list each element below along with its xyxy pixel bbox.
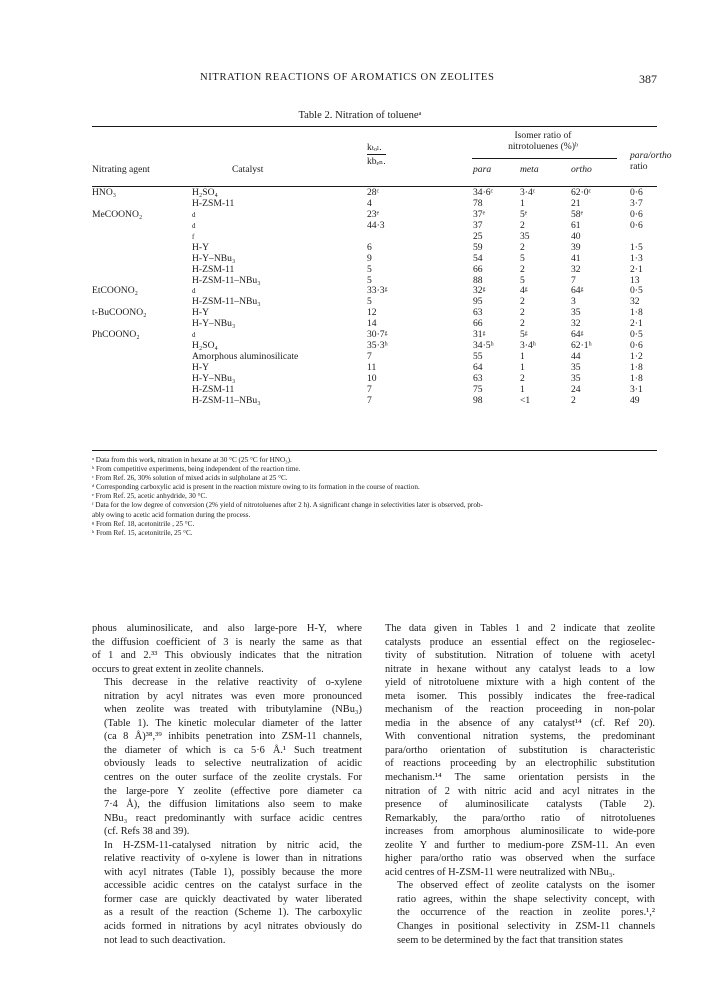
text-line: seem to be determined by the fact that transition states — [397, 934, 623, 946]
para-ortho-ratio-cell: 0·6 — [630, 187, 643, 198]
k-ratio-cell: 23ᵉ — [367, 208, 380, 220]
paragraph — [385, 622, 655, 879]
ortho-percent-cell: 3 — [571, 296, 576, 308]
para-ortho-ratio-cell: 0·6 — [630, 340, 643, 352]
para-ortho-ratio-cell: 2·1 — [630, 263, 643, 275]
footnote: ᶠ Data for the low degree of conversion (2% yield of nitrotoluenes after 2 h). A significant change in selectivities later is observed, prob- — [92, 501, 483, 510]
text-line: In H-ZSM-11-catalysed nitration by nitric acid, the — [104, 839, 362, 851]
meta-percent-cell: <1 — [520, 394, 531, 406]
text-line: mechanism.¹⁴ The same orientation persists in the — [385, 772, 655, 784]
meta-percent-cell: 5 — [520, 274, 525, 286]
catalyst-cell: H-ZSM-11–NBu₃ — [192, 394, 261, 406]
meta-percent-cell: 2 — [520, 307, 525, 319]
meta-percent-cell: 4ᵍ — [520, 285, 528, 297]
k-ratio-cell: 4 — [367, 197, 372, 209]
text-line: presence of aluminosilicate catalysts (Table 2). — [385, 799, 655, 811]
catalyst-cell: H-Y–NBu₃ — [192, 318, 236, 330]
para-percent-cell: 98 — [473, 394, 483, 406]
catalyst-cell: H-Y–NBu₃ — [192, 372, 236, 384]
k-ratio-cell: 9 — [367, 252, 372, 264]
k-ratio-cell: 11 — [367, 362, 377, 373]
meta-percent-cell: 35 — [520, 230, 530, 242]
meta-percent-cell: 1 — [520, 351, 525, 363]
catalyst-cell: H-ZSM-11 — [192, 263, 235, 275]
paragraph — [92, 622, 362, 676]
para-ortho-ratio-cell: 0·6 — [630, 208, 643, 220]
text-line: yield of nitrotoluene mixture with a high content of the — [385, 677, 655, 689]
para-heading: para — [473, 164, 492, 175]
page-number: 387 — [639, 72, 657, 86]
ortho-percent-cell: 35 — [571, 372, 581, 384]
k-ratio-cell: 44·3 — [367, 219, 385, 231]
para-ortho-ratio-cell: 1·8 — [630, 362, 643, 373]
ortho-percent-cell: 35 — [571, 307, 581, 319]
table-row — [92, 243, 657, 254]
text-line: higher para/ortho ratio was observed when the surface — [385, 853, 655, 865]
ortho-percent-cell: 24 — [571, 383, 581, 395]
text-line: media in the absence of any catalyst¹⁴ (cf. Ref 20). — [385, 717, 655, 729]
table-body — [92, 188, 657, 407]
catalyst-cell: d — [192, 210, 196, 219]
ortho-percent-cell: 32 — [571, 318, 581, 330]
catalyst-heading: Catalyst — [232, 164, 264, 175]
text-line: centres on the outer surface of the zeolite crystals. For — [104, 772, 362, 784]
page-header — [92, 72, 657, 88]
text-line: phous aluminosilicate, and also large-pore H-Y, where — [92, 623, 362, 634]
text-line: with acyl nitrates (Table 1), possibly because the more — [104, 866, 362, 878]
para-ortho-ratio-cell: 1·2 — [630, 351, 643, 363]
ortho-percent-cell: 39 — [571, 241, 581, 253]
para-ortho-ratio-cell: 13 — [630, 274, 640, 286]
text-line: para/ortho orientation of substitution is characteristic — [385, 744, 655, 756]
text-line: mechanism of the reaction proceeding in non-polar — [385, 704, 655, 716]
table-row — [92, 396, 657, 407]
catalyst-cell: H-Y — [192, 362, 210, 373]
paragraph — [92, 676, 362, 839]
k-ratio-cell: 5 — [367, 296, 372, 308]
text-line: tivity of substitution. Nitration of toluene with acetyl — [385, 650, 655, 662]
text-line: relative reactivity of o-xylene is lower than in nitrations — [104, 853, 362, 865]
k-ratio-cell: 5 — [367, 263, 372, 275]
paragraph — [92, 839, 362, 947]
text-line: acid centres of H-ZSM-11 were neutralized with NBu₃. — [385, 866, 616, 878]
text-line: of reactions proceeding by an electrophilic substitution — [385, 758, 655, 770]
text-line: (ca 8 Å)³⁸,³⁹ inhibits penetration into ZSM-11 channels, — [104, 731, 362, 743]
rate-ratio-numerator: kₜₒₗ. — [367, 142, 382, 153]
para-ortho-ratio-cell: 1·8 — [630, 372, 643, 384]
footnote: ᶜ From Ref. 26, 30% solution of mixed acids in sulpholane at 25 °C. — [92, 474, 288, 483]
footnote: ᵈ Corresponding carboxylic acid is present in the reaction mixture owing to its formation in the course of reaction. — [92, 483, 420, 492]
meta-percent-cell: 2 — [520, 318, 525, 330]
catalyst-cell: H-Y — [192, 241, 210, 253]
k-ratio-cell: 7 — [367, 383, 372, 395]
k-ratio-cell: 14 — [367, 318, 377, 330]
ortho-percent-cell: 35 — [571, 362, 581, 373]
k-ratio-cell: 7 — [367, 394, 372, 406]
para-percent-cell: 31ᵍ — [473, 329, 486, 341]
text-line: the diameter of which is ca 5·6 Å.¹ Such treatment — [104, 744, 362, 756]
body-column-right — [385, 622, 655, 947]
isomer-heading-line-2: nitrotoluenes (%)ᵇ — [508, 141, 578, 152]
para-percent-cell: 66 — [473, 318, 483, 330]
meta-percent-cell: 5ᵍ — [520, 329, 528, 341]
para-ortho-heading-line-2: ratio — [630, 161, 648, 172]
ortho-percent-cell: 21 — [571, 197, 581, 209]
ortho-heading: ortho — [571, 164, 592, 175]
text-line: occurs to great extent in zeolite channels. — [92, 663, 264, 675]
para-percent-cell: 64 — [473, 362, 483, 373]
footnote: ᵉ From Ref. 25, acetic anhydride, 30 °C. — [92, 492, 208, 501]
meta-percent-cell: 2 — [520, 241, 525, 253]
text-line: zeolite Y and further to medium-pore ZSM-11. An even — [385, 839, 655, 851]
para-percent-cell: 37ᵉ — [473, 208, 486, 220]
para-percent-cell: 34·6ᶜ — [473, 187, 494, 198]
ortho-percent-cell: 64ᵍ — [571, 285, 584, 297]
text-line: former case are quickly deactivated by water liberated — [104, 893, 362, 905]
para-percent-cell: 54 — [473, 252, 483, 264]
para-percent-cell: 75 — [473, 383, 483, 395]
ortho-percent-cell: 7 — [571, 274, 576, 286]
k-ratio-cell: 5 — [367, 274, 372, 286]
table-top-rule — [92, 126, 657, 127]
text-line: (cf. Refs 38 and 39). — [104, 826, 190, 838]
k-ratio-cell: 33·3ᵍ — [367, 285, 388, 297]
para-ortho-ratio-cell: 0·5 — [630, 329, 643, 341]
para-ortho-heading-line-1: para/ortho — [630, 150, 672, 161]
text-line: not lead to such deactivation. — [104, 934, 226, 946]
para-percent-cell: 63 — [473, 372, 483, 384]
ortho-percent-cell: 58ᵉ — [571, 208, 584, 220]
isomer-heading-rule — [472, 158, 617, 159]
k-ratio-cell: 28ᶜ — [367, 187, 380, 198]
meta-percent-cell: 2 — [520, 372, 525, 384]
meta-heading: meta — [520, 164, 539, 175]
meta-percent-cell: 1 — [520, 197, 525, 209]
ortho-percent-cell: 32 — [571, 263, 581, 275]
table-header — [92, 128, 672, 186]
nitrating-agent-cell: t-BuCOONO₂ — [92, 307, 147, 319]
text-line: the diffusion coefficient of 3 is nearly the same as that — [92, 636, 362, 648]
catalyst-cell: H₂SO₄ — [192, 187, 218, 198]
catalyst-cell: H-ZSM-11–NBu₃ — [192, 274, 261, 286]
nitrating-agent-cell: HNO₃ — [92, 187, 117, 198]
nitrating-agent-heading: Nitrating agent — [92, 164, 150, 175]
para-percent-cell: 66 — [473, 263, 483, 275]
table-row — [92, 254, 657, 265]
para-ortho-ratio-cell: 0·6 — [630, 219, 643, 231]
ortho-percent-cell: 61 — [571, 219, 581, 231]
text-line: when zeolite was treated with tributylamine (NBu₃) — [104, 704, 362, 716]
running-title: NITRATION REACTIONS OF AROMATICS ON ZEOLITES — [200, 72, 495, 83]
meta-percent-cell: 3·4ᶜ — [520, 187, 536, 198]
ortho-percent-cell: 44 — [571, 351, 581, 363]
text-line: the occurrence of the reaction in zeolite pores.¹,² — [397, 907, 655, 919]
para-ortho-ratio-cell: 3·1 — [630, 383, 643, 395]
text-line: as a result of the reaction (Scheme 1). The carboxylic — [104, 907, 362, 919]
text-line: Remarkably, the para/ortho ratio of nitrotoluenes — [385, 812, 655, 824]
text-line: nitration by acyl nitrates was even more pronounced — [104, 690, 362, 702]
text-line: accessible acidic centres on the catalyst surface in the — [104, 880, 362, 892]
catalyst-cell: d — [192, 287, 196, 296]
catalyst-cell: H₂SO₄ — [192, 340, 218, 352]
meta-percent-cell: 1 — [520, 383, 525, 395]
ortho-percent-cell: 41 — [571, 252, 581, 264]
rate-ratio-denominator: kbₑₙ. — [367, 156, 386, 167]
paragraph — [385, 879, 655, 947]
body-column-left — [92, 622, 362, 947]
meta-percent-cell: 5ᵉ — [520, 208, 528, 220]
table-footnotes — [92, 456, 657, 538]
isomer-ratio-heading — [464, 130, 622, 152]
ortho-percent-cell: 64ᵍ — [571, 329, 584, 341]
catalyst-cell: d — [192, 331, 196, 340]
para-percent-cell: 25 — [473, 230, 483, 242]
para-percent-cell: 78 — [473, 197, 483, 209]
text-line: acids formed in nitrations by acyl nitrates obviously do — [104, 921, 362, 933]
meta-percent-cell: 5 — [520, 252, 525, 264]
text-line: Changes in positional selectivity in ZSM-11 channels — [397, 921, 655, 933]
catalyst-cell: H-Y–NBu₃ — [192, 252, 236, 264]
para-percent-cell: 37 — [473, 219, 483, 231]
isomer-heading-line-1: Isomer ratio of — [514, 130, 572, 141]
para-percent-cell: 95 — [473, 296, 483, 308]
footnote: ᵃ Data from this work, nitration in hexane at 30 °C (25 °C for HNO₃). — [92, 456, 292, 464]
catalyst-cell: f — [192, 232, 195, 241]
para-ortho-ratio-cell: 1·3 — [630, 252, 643, 264]
para-ortho-ratio-cell: 32 — [630, 296, 640, 308]
nitrating-agent-cell: PhCOONO₂ — [92, 329, 140, 341]
text-line: catalysts produce an essential effect on the regioselec- — [385, 636, 655, 648]
k-ratio-cell: 12 — [367, 307, 377, 319]
text-line: The observed effect of zeolite catalysts on the isomer — [397, 880, 655, 892]
para-ortho-ratio-cell: 1·8 — [630, 307, 643, 319]
catalyst-cell: H-ZSM-11 — [192, 383, 235, 395]
para-percent-cell: 59 — [473, 241, 483, 253]
nitrating-agent-cell: MeCOONO₂ — [92, 208, 143, 220]
table-caption: Table 2. Nitration of tolueneᵃ — [298, 110, 422, 121]
catalyst-cell: d — [192, 221, 196, 230]
ortho-percent-cell: 62·1ʰ — [571, 340, 592, 352]
table-bottom-rule — [92, 450, 657, 451]
footnote: ʰ From Ref. 15, acetonitrile, 25 °C. — [92, 528, 193, 537]
para-ortho-ratio-cell: 3·7 — [630, 197, 643, 209]
footnote: ᵍ From Ref. 18, acetonitrile , 25 °C. — [92, 519, 195, 528]
text-line: NBu₃ react predominantly with surface acidic centres — [104, 812, 362, 824]
ortho-percent-cell: 2 — [571, 394, 576, 406]
text-line: of 1 and 2.³³ This obviously indicates that the nitration — [92, 650, 362, 662]
catalyst-cell: H-Y — [192, 307, 210, 319]
catalyst-cell: Amorphous aluminosilicate — [192, 351, 299, 363]
footnote: ᵇ From competitive experiments, being independent of the reaction time. — [92, 465, 301, 474]
footnote: ably owing to acetic acid formation during the process. — [92, 510, 251, 519]
meta-percent-cell: 1 — [520, 362, 525, 373]
ortho-percent-cell: 62·0ᶜ — [571, 187, 592, 198]
nitrating-agent-cell: EtCOONO₂ — [92, 285, 138, 297]
text-line: This decrease in the relative reactivity of o-xylene — [104, 677, 362, 689]
k-ratio-cell: 7 — [367, 351, 372, 363]
table-row — [92, 265, 657, 276]
text-line: (Table 1). The kinetic molecular diameter of the latter — [104, 717, 362, 729]
k-ratio-cell: 30·7ᵍ — [367, 329, 388, 341]
text-line: 7·4 Å), the diffusion limitations also seem to make — [104, 799, 362, 811]
text-line: increases from amorphous aluminosilicate to wide-pore — [385, 826, 655, 838]
text-line: the large-pore Y zeolite (effective pore diameter ca — [104, 785, 362, 797]
para-ortho-ratio-cell: 1·5 — [630, 241, 643, 253]
para-percent-cell: 32ᵍ — [473, 285, 486, 297]
text-line: obviously leads to selective neutralization of acidic — [104, 758, 362, 770]
para-percent-cell: 55 — [473, 351, 483, 363]
text-line: meta isomer. This possibly indicates the free-radical — [385, 690, 655, 702]
catalyst-cell: H-ZSM-11 — [192, 197, 235, 209]
para-percent-cell: 63 — [473, 307, 483, 319]
meta-percent-cell: 2 — [520, 263, 525, 275]
rate-ratio-heading — [367, 141, 386, 168]
text-line: nitration of 2 with nitric acid and acyl nitrates in the — [385, 785, 655, 797]
ortho-percent-cell: 40 — [571, 230, 581, 242]
text-line: nitrate in hexane without any catalyst leads to a low — [385, 663, 655, 675]
text-line: The data given in Tables 1 and 2 indicate that zeolite — [385, 623, 655, 634]
para-percent-cell: 34·5ʰ — [473, 340, 494, 352]
para-ortho-ratio-cell: 0·5 — [630, 285, 643, 297]
k-ratio-cell: 35·3ʰ — [367, 340, 388, 352]
meta-percent-cell: 2 — [520, 296, 525, 308]
text-line: ratio agrees, within the shape selectivity concept, with — [397, 893, 655, 905]
para-ortho-ratio-cell: 49 — [630, 394, 640, 406]
catalyst-cell: H-ZSM-11–NBu₃ — [192, 296, 261, 308]
meta-percent-cell: 2 — [520, 219, 525, 231]
text-line: With conventional nitration systems, the predominant — [385, 731, 655, 743]
para-ortho-ratio-cell: 2·1 — [630, 318, 643, 330]
k-ratio-cell: 6 — [367, 241, 372, 253]
k-ratio-cell: 10 — [367, 372, 377, 384]
para-ortho-heading — [630, 150, 672, 172]
para-percent-cell: 88 — [473, 274, 483, 286]
meta-percent-cell: 3·4ʰ — [520, 340, 536, 352]
